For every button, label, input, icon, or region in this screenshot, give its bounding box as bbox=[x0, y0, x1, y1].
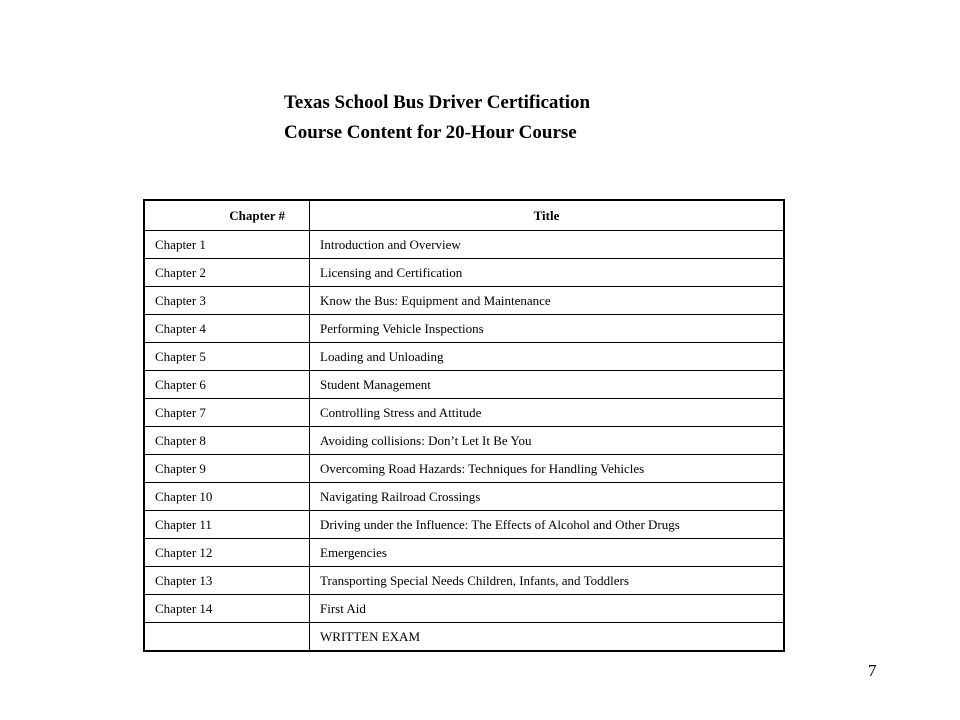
chapter-title-cell: Transporting Special Needs Children, Infants, and Toddlers bbox=[310, 567, 785, 595]
chapter-number-cell: Chapter 14 bbox=[144, 595, 310, 623]
column-header-chapter: Chapter # bbox=[144, 200, 310, 231]
table-row bbox=[144, 623, 784, 652]
chapter-number-cell: Chapter 9 bbox=[144, 455, 310, 483]
table-header bbox=[144, 200, 784, 231]
table-row bbox=[144, 455, 784, 483]
table-header-row bbox=[144, 200, 784, 231]
document-title-line-2: Course Content for 20-Hour Course bbox=[284, 122, 577, 143]
document-title bbox=[284, 88, 590, 148]
chapter-number-cell: Chapter 10 bbox=[144, 483, 310, 511]
chapter-number-cell: Chapter 1 bbox=[144, 231, 310, 259]
table-row bbox=[144, 483, 784, 511]
chapter-number-cell: Chapter 4 bbox=[144, 315, 310, 343]
chapter-number-cell: Chapter 13 bbox=[144, 567, 310, 595]
table-row bbox=[144, 259, 784, 287]
table-row bbox=[144, 399, 784, 427]
chapter-title-cell: Loading and Unloading bbox=[310, 343, 785, 371]
chapter-title-cell: Know the Bus: Equipment and Maintenance bbox=[310, 287, 785, 315]
table-row bbox=[144, 287, 784, 315]
chapter-title-cell: Introduction and Overview bbox=[310, 231, 785, 259]
column-header-title: Title bbox=[310, 200, 785, 231]
chapter-title-cell: Driving under the Influence: The Effects of Alcohol and Other Drugs bbox=[310, 511, 785, 539]
table-row bbox=[144, 315, 784, 343]
table-row bbox=[144, 511, 784, 539]
chapter-title-cell: Student Management bbox=[310, 371, 785, 399]
course-content-table bbox=[143, 199, 785, 652]
chapter-number-cell: Chapter 11 bbox=[144, 511, 310, 539]
chapter-number-cell: Chapter 5 bbox=[144, 343, 310, 371]
table-row bbox=[144, 539, 784, 567]
table-row bbox=[144, 595, 784, 623]
chapter-number-cell: Chapter 8 bbox=[144, 427, 310, 455]
table-row bbox=[144, 567, 784, 595]
chapter-number-cell: Chapter 6 bbox=[144, 371, 310, 399]
chapter-title-cell: Performing Vehicle Inspections bbox=[310, 315, 785, 343]
chapter-title-cell: First Aid bbox=[310, 595, 785, 623]
table-row bbox=[144, 343, 784, 371]
chapter-title-cell: Overcoming Road Hazards: Techniques for Handling Vehicles bbox=[310, 455, 785, 483]
table-row bbox=[144, 231, 784, 259]
table-row bbox=[144, 371, 784, 399]
chapter-title-cell: WRITTEN EXAM bbox=[310, 623, 785, 652]
chapter-number-cell: Chapter 3 bbox=[144, 287, 310, 315]
chapter-title-cell: Navigating Railroad Crossings bbox=[310, 483, 785, 511]
chapter-title-cell: Controlling Stress and Attitude bbox=[310, 399, 785, 427]
page-number: 7 bbox=[868, 661, 877, 680]
table-row bbox=[144, 427, 784, 455]
table-body bbox=[144, 231, 784, 652]
chapter-title-cell: Avoiding collisions: Don’t Let It Be You bbox=[310, 427, 785, 455]
document-title-line-1: Texas School Bus Driver Certification bbox=[284, 92, 591, 113]
chapter-number-cell: Chapter 12 bbox=[144, 539, 310, 567]
chapter-title-cell: Licensing and Certification bbox=[310, 259, 785, 287]
chapter-number-cell: Chapter 7 bbox=[144, 399, 310, 427]
chapter-number-cell: Chapter 2 bbox=[144, 259, 310, 287]
chapter-number-cell bbox=[144, 623, 310, 652]
chapter-title-cell: Emergencies bbox=[310, 539, 785, 567]
